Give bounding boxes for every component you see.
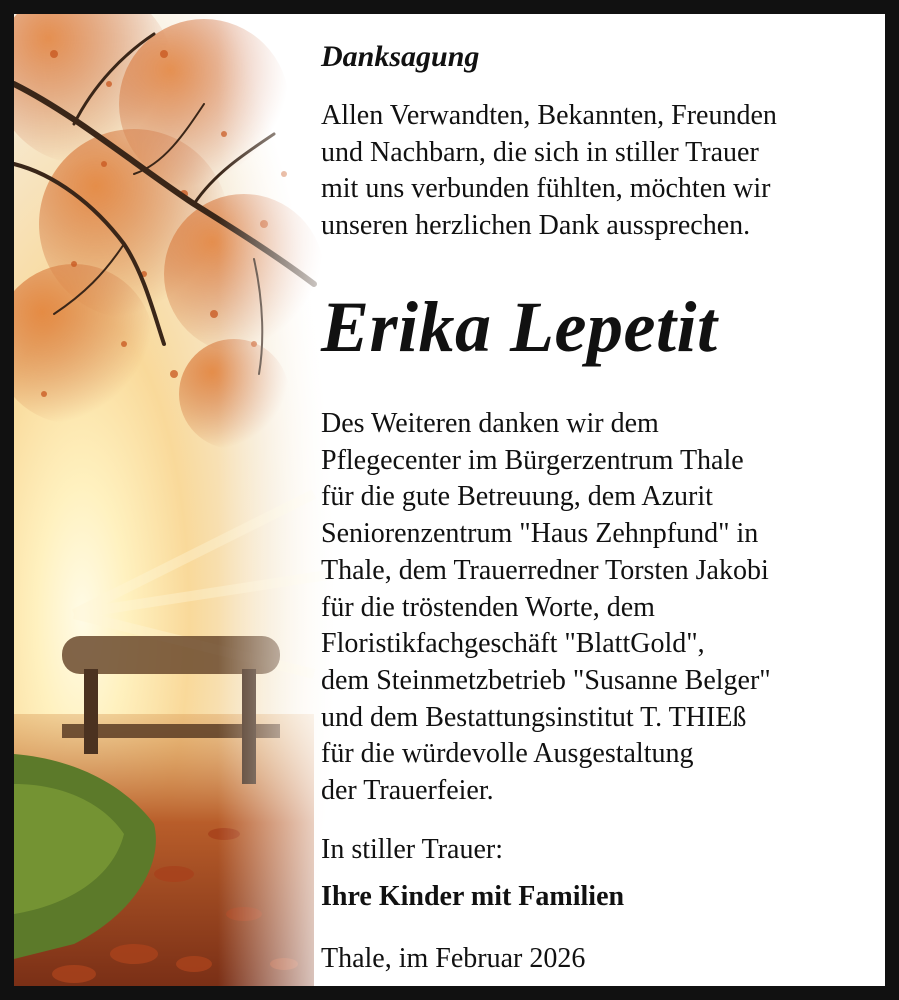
autumn-bench-image [14, 14, 354, 986]
body-line: für die würdevolle Ausgestaltung [321, 738, 694, 770]
body-line: Des Weiteren danken wir dem [321, 408, 659, 439]
body-line: Floristikfachgeschäft "BlattGold", [321, 628, 705, 660]
body-line: Pflegecenter im Bürgerzentrum Thale [321, 444, 744, 476]
heading: Danksagung [321, 40, 480, 73]
deceased-name: Erika Lepetit [321, 287, 718, 367]
thanks-paragraph [321, 406, 771, 810]
body-line: und dem Bestattungsinstitut T. THIEß [321, 701, 747, 733]
intro-line: unseren herzlichen Dank aussprechen. [321, 209, 751, 241]
body-line: Seniorenzentrum "Haus Zehnpfund" in [321, 518, 759, 550]
signers: Ihre Kinder mit Familien [321, 881, 625, 912]
body-line: Thale, dem Trauerredner Torsten Jakobi [321, 554, 769, 586]
intro-line: und Nachbarn, die sich in stiller Trauer [321, 136, 759, 168]
body-line: der Trauerfeier. [321, 775, 494, 807]
body-line: für die tröstenden Worte, dem [321, 591, 655, 623]
intro-line: mit uns verbunden fühlten, möchten wir [321, 173, 771, 204]
intro-line: Allen Verwandten, Bekannten, Freunden [321, 100, 777, 131]
body-line: für die gute Betreuung, dem Azurit [321, 481, 713, 513]
mourning-line: In stiller Trauer: [321, 834, 503, 865]
body-line: dem Steinmetzbetrieb "Susanne Belger" [321, 664, 771, 696]
place-date: Thale, im Februar 2026 [321, 943, 586, 974]
intro-paragraph [321, 98, 777, 244]
